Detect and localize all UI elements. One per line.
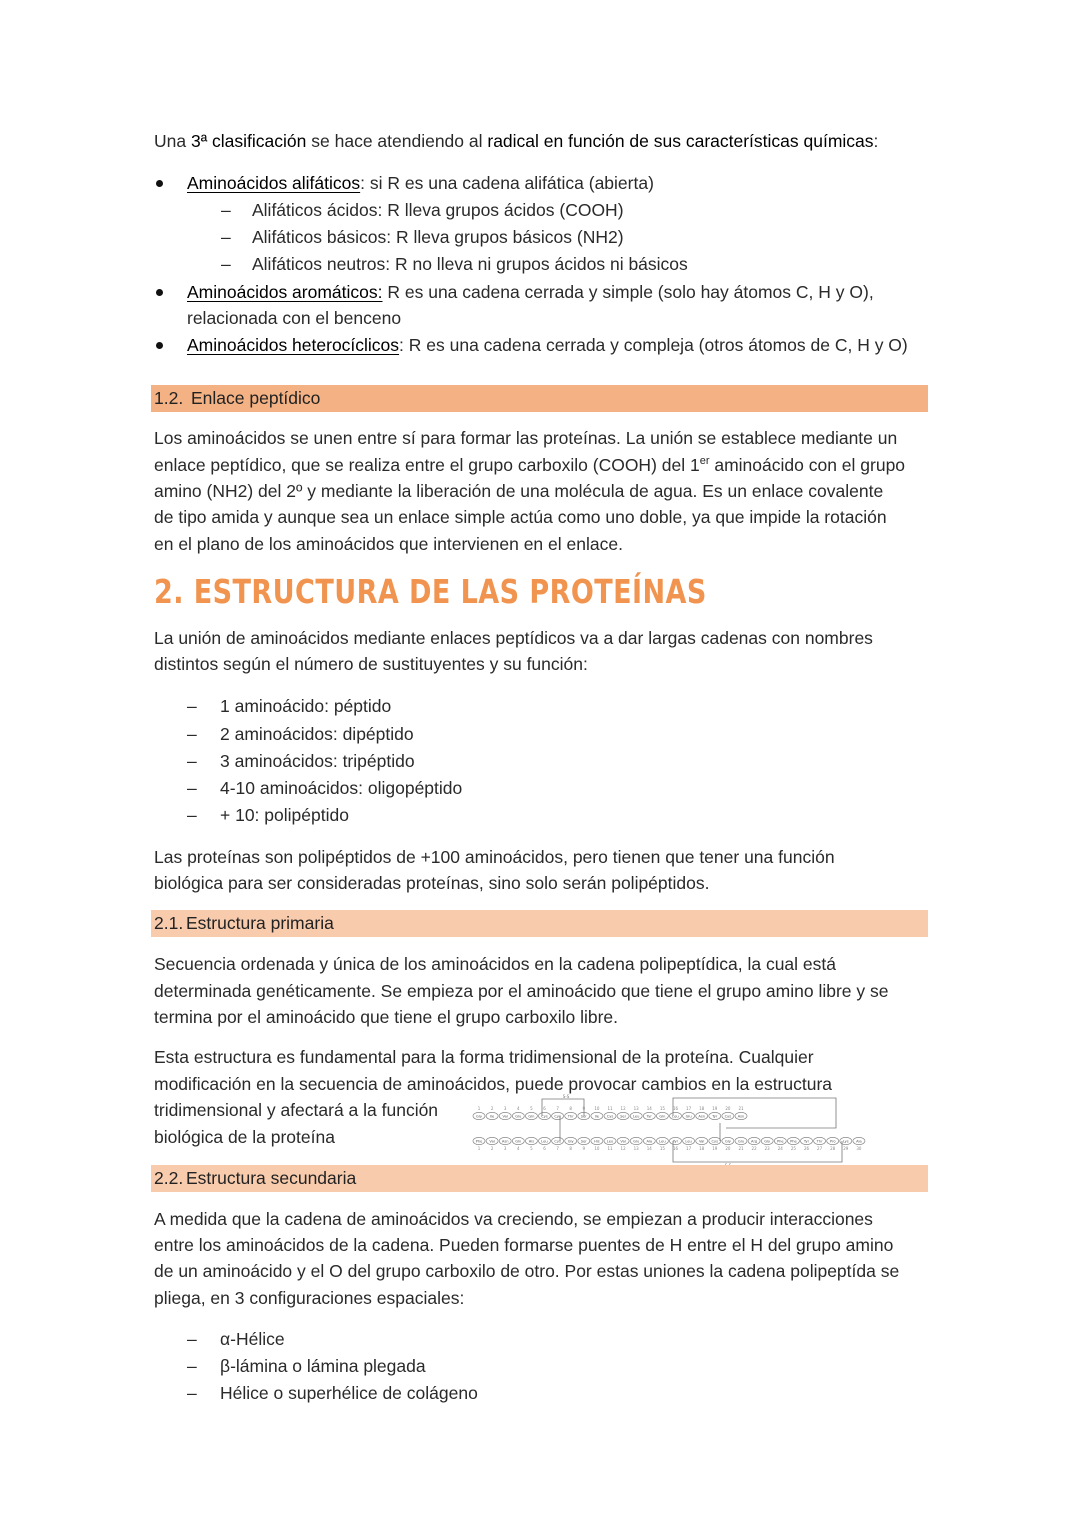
bullet-heterociclicos — [187, 332, 908, 359]
chain-a-residue-label: Gly — [476, 1114, 482, 1119]
section-heading: 2. ESTRUCTURA DE LAS PROTEÍNAS — [154, 572, 707, 611]
paragraph-line: A medida que la cadena de aminoácidos va creciendo, se empiezan a producir interacciones — [154, 1209, 873, 1229]
paragraph-line: entre los aminoácidos de la cadena. Pueden formarse puentes de H entre el H del grupo amino — [154, 1235, 894, 1255]
chain-b-residue-number: 12 — [620, 1146, 626, 1151]
chain-b-residue-number: 19 — [712, 1146, 718, 1151]
bullet-alifaticos — [187, 170, 654, 197]
chain-a-residue-label: Leu — [672, 1114, 679, 1119]
chain-b-residue-number: 18 — [699, 1146, 705, 1151]
sub-item: Alifáticos neutros: R no lleva ni grupos ácidos ni básicos — [252, 254, 688, 274]
paragraph-line: Esta estructura es fundamental para la forma tridimensional de la proteína. Cualquier — [154, 1047, 814, 1067]
disulfide-label: S-S — [562, 1094, 570, 1099]
dash-icon: – — [221, 254, 231, 274]
chain-a-residue-label: Asn — [737, 1114, 745, 1119]
chain-b-residue-label: Cys — [554, 1139, 561, 1144]
section-band-2-2 — [151, 1165, 928, 1192]
chain-a-residue-number: 14 — [646, 1106, 652, 1111]
chain-b-residue-label: Tyr — [672, 1139, 679, 1144]
chain-a-residue-label: Gln — [528, 1114, 535, 1119]
chain-b-residue-label: Val — [489, 1139, 495, 1144]
chain-b-residue-number: 28 — [830, 1146, 836, 1151]
bullet-aromaticos — [187, 279, 874, 306]
chain-a-residue-number: 12 — [620, 1106, 626, 1111]
chain-b-residue-label: Gly — [567, 1139, 574, 1144]
chain-a-residue-number: 17 — [686, 1106, 692, 1111]
chain-b-residue-label: Lys — [842, 1139, 849, 1144]
list-item: β-lámina o lámina plegada — [220, 1356, 426, 1376]
desc-aromaticos: R es una cadena cerrada y simple (solo hay átomos C, H y O), — [382, 282, 874, 302]
chain-a-residue-label: Thr — [567, 1114, 574, 1119]
desc-alifaticos: : si R es una cadena alifática (abierta) — [360, 173, 654, 193]
chain-a-residue-label: Val — [502, 1114, 508, 1119]
chain-b-residue-label: Gly — [724, 1139, 731, 1144]
dash-icon: – — [187, 724, 197, 744]
chain-b-residue-number: 7 — [556, 1146, 559, 1151]
dash-icon: – — [221, 200, 231, 220]
paragraph-line: modificación en la secuencia de aminoácidos, puede provocar cambios en la estructura — [154, 1074, 833, 1094]
paragraph-segment: enlace peptídico, que se realiza entre el grupo carboxilo (COOH) del 1 — [154, 455, 700, 475]
chain-b-residue-number: 23 — [764, 1146, 770, 1151]
list-item: 3 aminoácidos: tripéptido — [220, 751, 415, 771]
list-item: Hélice o superhélice de colágeno — [220, 1383, 478, 1403]
chain-a-residue-label: Ile — [489, 1114, 495, 1119]
chain-b-residue-number: 16 — [672, 1146, 679, 1151]
paragraph-line: distintos según el número de sustituyentes y su función: — [154, 654, 588, 674]
sub-item: Alifáticos básicos: R lleva grupos básicos (NH2) — [252, 227, 624, 247]
term-heterociclicos: Aminoácidos heterocíclicos — [187, 335, 400, 355]
chain-a-residue-number: 6 — [543, 1106, 546, 1111]
chain-b-residue-number: 29 — [843, 1146, 849, 1151]
chain-b-residue-number: 9 — [582, 1146, 586, 1151]
chain-b-residue-label: Thr — [816, 1139, 823, 1144]
chain-a-residue-number: 20 — [725, 1106, 731, 1111]
chain-b-residue-label: Val — [620, 1139, 626, 1144]
chain-a-residue-label: Cys — [541, 1114, 548, 1119]
paragraph-line: biológica de la proteína — [154, 1127, 335, 1147]
chain-a-residue-number: 9 — [582, 1106, 586, 1111]
dash-icon: – — [187, 1383, 197, 1403]
dash-icon: – — [187, 696, 197, 716]
paragraph-line: pliega, en 3 configuraciones espaciales: — [154, 1288, 465, 1308]
chain-b-residue-number: 20 — [725, 1146, 731, 1151]
chain-b-residue-number: 11 — [607, 1146, 613, 1151]
chain-b-residue-number: 21 — [738, 1146, 744, 1151]
list-item: 2 aminoácidos: dipéptido — [220, 724, 414, 744]
intro-emphasis-2: radical en función de sus características químicas — [487, 131, 874, 151]
chain-a-residue-label: Leu — [632, 1114, 640, 1119]
chain-a-residue-label: Cys — [554, 1114, 561, 1119]
chain-a-residue-label: Tyr — [712, 1114, 718, 1119]
chain-a-residue-label: Asn — [698, 1114, 706, 1119]
chain-b-residue-label: Ser — [580, 1139, 587, 1144]
chain-a-residue-number: 13 — [633, 1106, 639, 1111]
section-title: Enlace peptídico — [191, 388, 321, 408]
chain-a-residue-number: 5 — [530, 1106, 533, 1111]
dash-icon: – — [187, 805, 197, 825]
chain-a-residue-label: Gln — [659, 1114, 666, 1119]
paragraph-line: en el plano de los aminoácidos que intervienen en el enlace. — [154, 534, 623, 554]
paragraph-line: biológica para ser consideradas proteínas, sino solo serán polipéptidos. — [154, 873, 710, 893]
chain-b-residue-number: 1 — [477, 1146, 481, 1151]
bullet-icon — [156, 289, 163, 296]
paragraph-line: Las proteínas son polipéptidos de +100 aminoácidos, pero tienen que tener una función — [154, 847, 835, 867]
chain-b-residue-label: Tyr — [803, 1139, 810, 1144]
intro-text-2: se hace atendiendo al — [306, 131, 488, 151]
chain-b-residue-number: 15 — [659, 1146, 665, 1151]
intro-text-3: : — [873, 131, 879, 151]
chain-b-residue-label: Phe — [790, 1139, 797, 1144]
chain-a-residue-number: 16 — [672, 1106, 679, 1111]
chain-a-residue-number: 7 — [556, 1106, 559, 1111]
chain-b-residue-number: 6 — [543, 1146, 546, 1151]
chain-b-residue-label: His — [528, 1139, 535, 1144]
insulin-sequence-figure — [470, 1094, 878, 1168]
chain-b-residue-number: 24 — [777, 1146, 783, 1151]
sub-item: Alifáticos ácidos: R lleva grupos ácidos (COOH) — [252, 200, 624, 220]
superscript: er — [699, 455, 710, 468]
chain-a-residue-number: 10 — [594, 1106, 600, 1111]
paragraph-line: amino (NH2) del 2º y mediante la liberación de una molécula de agua. Es un enlace covalente — [154, 481, 884, 501]
term-alifaticos: Aminoácidos alifáticos — [187, 173, 361, 193]
list-item: α-Hélice — [220, 1329, 285, 1349]
list-item: 4-10 aminoácidos: oligopéptido — [220, 778, 463, 798]
chain-b-residue-label: Glu — [737, 1139, 745, 1144]
chain-b-residue-number: 5 — [530, 1146, 533, 1151]
section-band-1-2 — [151, 385, 928, 412]
bullet-icon — [156, 180, 163, 187]
chain-b-residue-label: Arg — [751, 1139, 758, 1144]
chain-b-residue-number: 17 — [686, 1146, 692, 1151]
chain-b-residue-label: Leu — [541, 1139, 548, 1144]
chain-b-residue-label: Glu — [633, 1139, 640, 1144]
dash-icon: – — [221, 227, 231, 247]
chain-b-residue-label: Pro — [829, 1139, 836, 1144]
dash-icon: – — [187, 1356, 197, 1376]
bullet-icon — [156, 342, 163, 349]
chain-a-residue-label: Cys — [606, 1114, 614, 1119]
chain-a-residue-number: 2 — [490, 1106, 494, 1111]
chain-a-residue-number: 15 — [659, 1106, 665, 1111]
chain-a-residue-number: 18 — [699, 1106, 705, 1111]
intro-emphasis-1: 3ª clasificación — [190, 131, 307, 151]
chain-b-residue-number: 3 — [503, 1146, 507, 1151]
list-item: 1 aminoácido: péptido — [220, 696, 392, 716]
chain-b-residue-label: Phe — [475, 1139, 483, 1144]
chain-b-residue-number: 25 — [790, 1146, 796, 1151]
chain-a-residue-number: 11 — [607, 1106, 613, 1111]
chain-a-residue-number: 4 — [517, 1106, 520, 1111]
chain-b-residue-label: Cys — [711, 1139, 719, 1144]
chain-b-residue-number: 4 — [517, 1146, 520, 1151]
chain-a-residue-label: Glu — [515, 1114, 522, 1119]
chain-b-residue-number: 22 — [751, 1146, 757, 1151]
chain-b-residue-label: Phe — [776, 1139, 784, 1144]
intro-text-1: Una — [154, 131, 191, 151]
chain-b-residue-label: Leu — [685, 1139, 692, 1144]
chain-a-residue-label: Cys — [724, 1114, 732, 1119]
dash-icon: – — [187, 751, 197, 771]
chain-b-residue-label: Gln — [515, 1139, 522, 1144]
desc-heterociclicos: : R es una cadena cerrada y compleja (otros átomos de C, H y O) — [399, 335, 908, 355]
term-aromaticos: Aminoácidos aromáticos: — [187, 282, 383, 302]
chain-b-residue-label: Ala — [856, 1139, 862, 1144]
chain-a-residue-label: Tyr — [646, 1114, 652, 1119]
list-item: + 10: polipéptido — [220, 805, 349, 825]
chain-b-residue-label: Ala — [646, 1139, 653, 1144]
chain-b-residue-label: His — [594, 1139, 600, 1144]
dash-icon: – — [187, 1329, 197, 1349]
intro-paragraph — [154, 128, 878, 155]
paragraph-line: determinada genéticamente. Se empieza por el aminoácido que tiene el grupo amino libre y se — [154, 981, 889, 1001]
chain-b-residue-label: Val — [699, 1139, 705, 1144]
paragraph-line: Los aminoácidos se unen entre sí para formar las proteínas. La unión se establece mediante un — [154, 428, 898, 448]
chain-a-residue-label: Ser — [580, 1114, 587, 1119]
chain-b-residue-number: 26 — [803, 1146, 810, 1151]
chain-b-residue-number: 2 — [490, 1146, 494, 1151]
chain-b-residue-number: 30 — [856, 1146, 862, 1151]
paragraph-line: de tipo amida y aunque sea un enlace simple actúa como uno doble, ya que impide la rotación — [154, 507, 887, 527]
paragraph-line: de un aminoácido y el O del grupo carboxilo de otro. Por estas uniones la cadena polipeptída se — [154, 1261, 900, 1281]
section-number: 2.2. — [154, 1168, 184, 1188]
section-title: Estructura primaria — [186, 913, 334, 933]
dash-icon: – — [187, 778, 197, 798]
chain-a-residue-number: 21 — [738, 1106, 744, 1111]
chain-b-residue-number: 14 — [646, 1146, 652, 1151]
section-band-2-1 — [151, 910, 928, 937]
section-number: 2.1. — [154, 913, 184, 933]
chain-b-residue-label: Gly — [764, 1139, 771, 1144]
chain-a-residue-number: 3 — [503, 1106, 507, 1111]
chain-a-residue-number: 19 — [712, 1106, 718, 1111]
disulfide-bridge-line — [673, 1098, 836, 1128]
chain-b-residue-number: 13 — [633, 1146, 639, 1151]
chain-a-residue-label: Ser — [620, 1114, 627, 1119]
chain-a-residue-label: Glu — [685, 1114, 692, 1119]
paragraph-line: Secuencia ordenada y única de los aminoácidos en la cadena polipeptídica, la cual está — [154, 954, 836, 974]
paragraph-line: tridimensional y afectará a la función — [154, 1100, 439, 1120]
chain-a-residue-number: 8 — [569, 1106, 572, 1111]
paragraph-line: termina por el aminoácido que tiene el grupo carboxilo libre. — [154, 1007, 619, 1027]
paragraph-line-with-sup — [154, 452, 905, 479]
chain-b-residue-number: 10 — [594, 1146, 600, 1151]
chain-b-residue-label: Leu — [606, 1139, 614, 1144]
desc-aromaticos-line2: relacionada con el benceno — [187, 308, 402, 328]
chain-b-residue-label: Leu — [659, 1139, 666, 1144]
paragraph-segment: aminoácido con el grupo — [709, 455, 906, 475]
chain-b-residue-number: 27 — [817, 1146, 823, 1151]
chain-b-residue-label: Asn — [501, 1139, 509, 1144]
chain-a-residue-label: Ile — [594, 1114, 600, 1119]
section-number: 1.2. — [154, 388, 184, 408]
section-title: Estructura secundaria — [186, 1168, 357, 1188]
chain-a-residue-number: 1 — [477, 1106, 481, 1111]
chain-b-residue-number: 8 — [569, 1146, 572, 1151]
paragraph-line: La unión de aminoácidos mediante enlaces peptídicos va a dar largas cadenas con nombres — [154, 628, 873, 648]
